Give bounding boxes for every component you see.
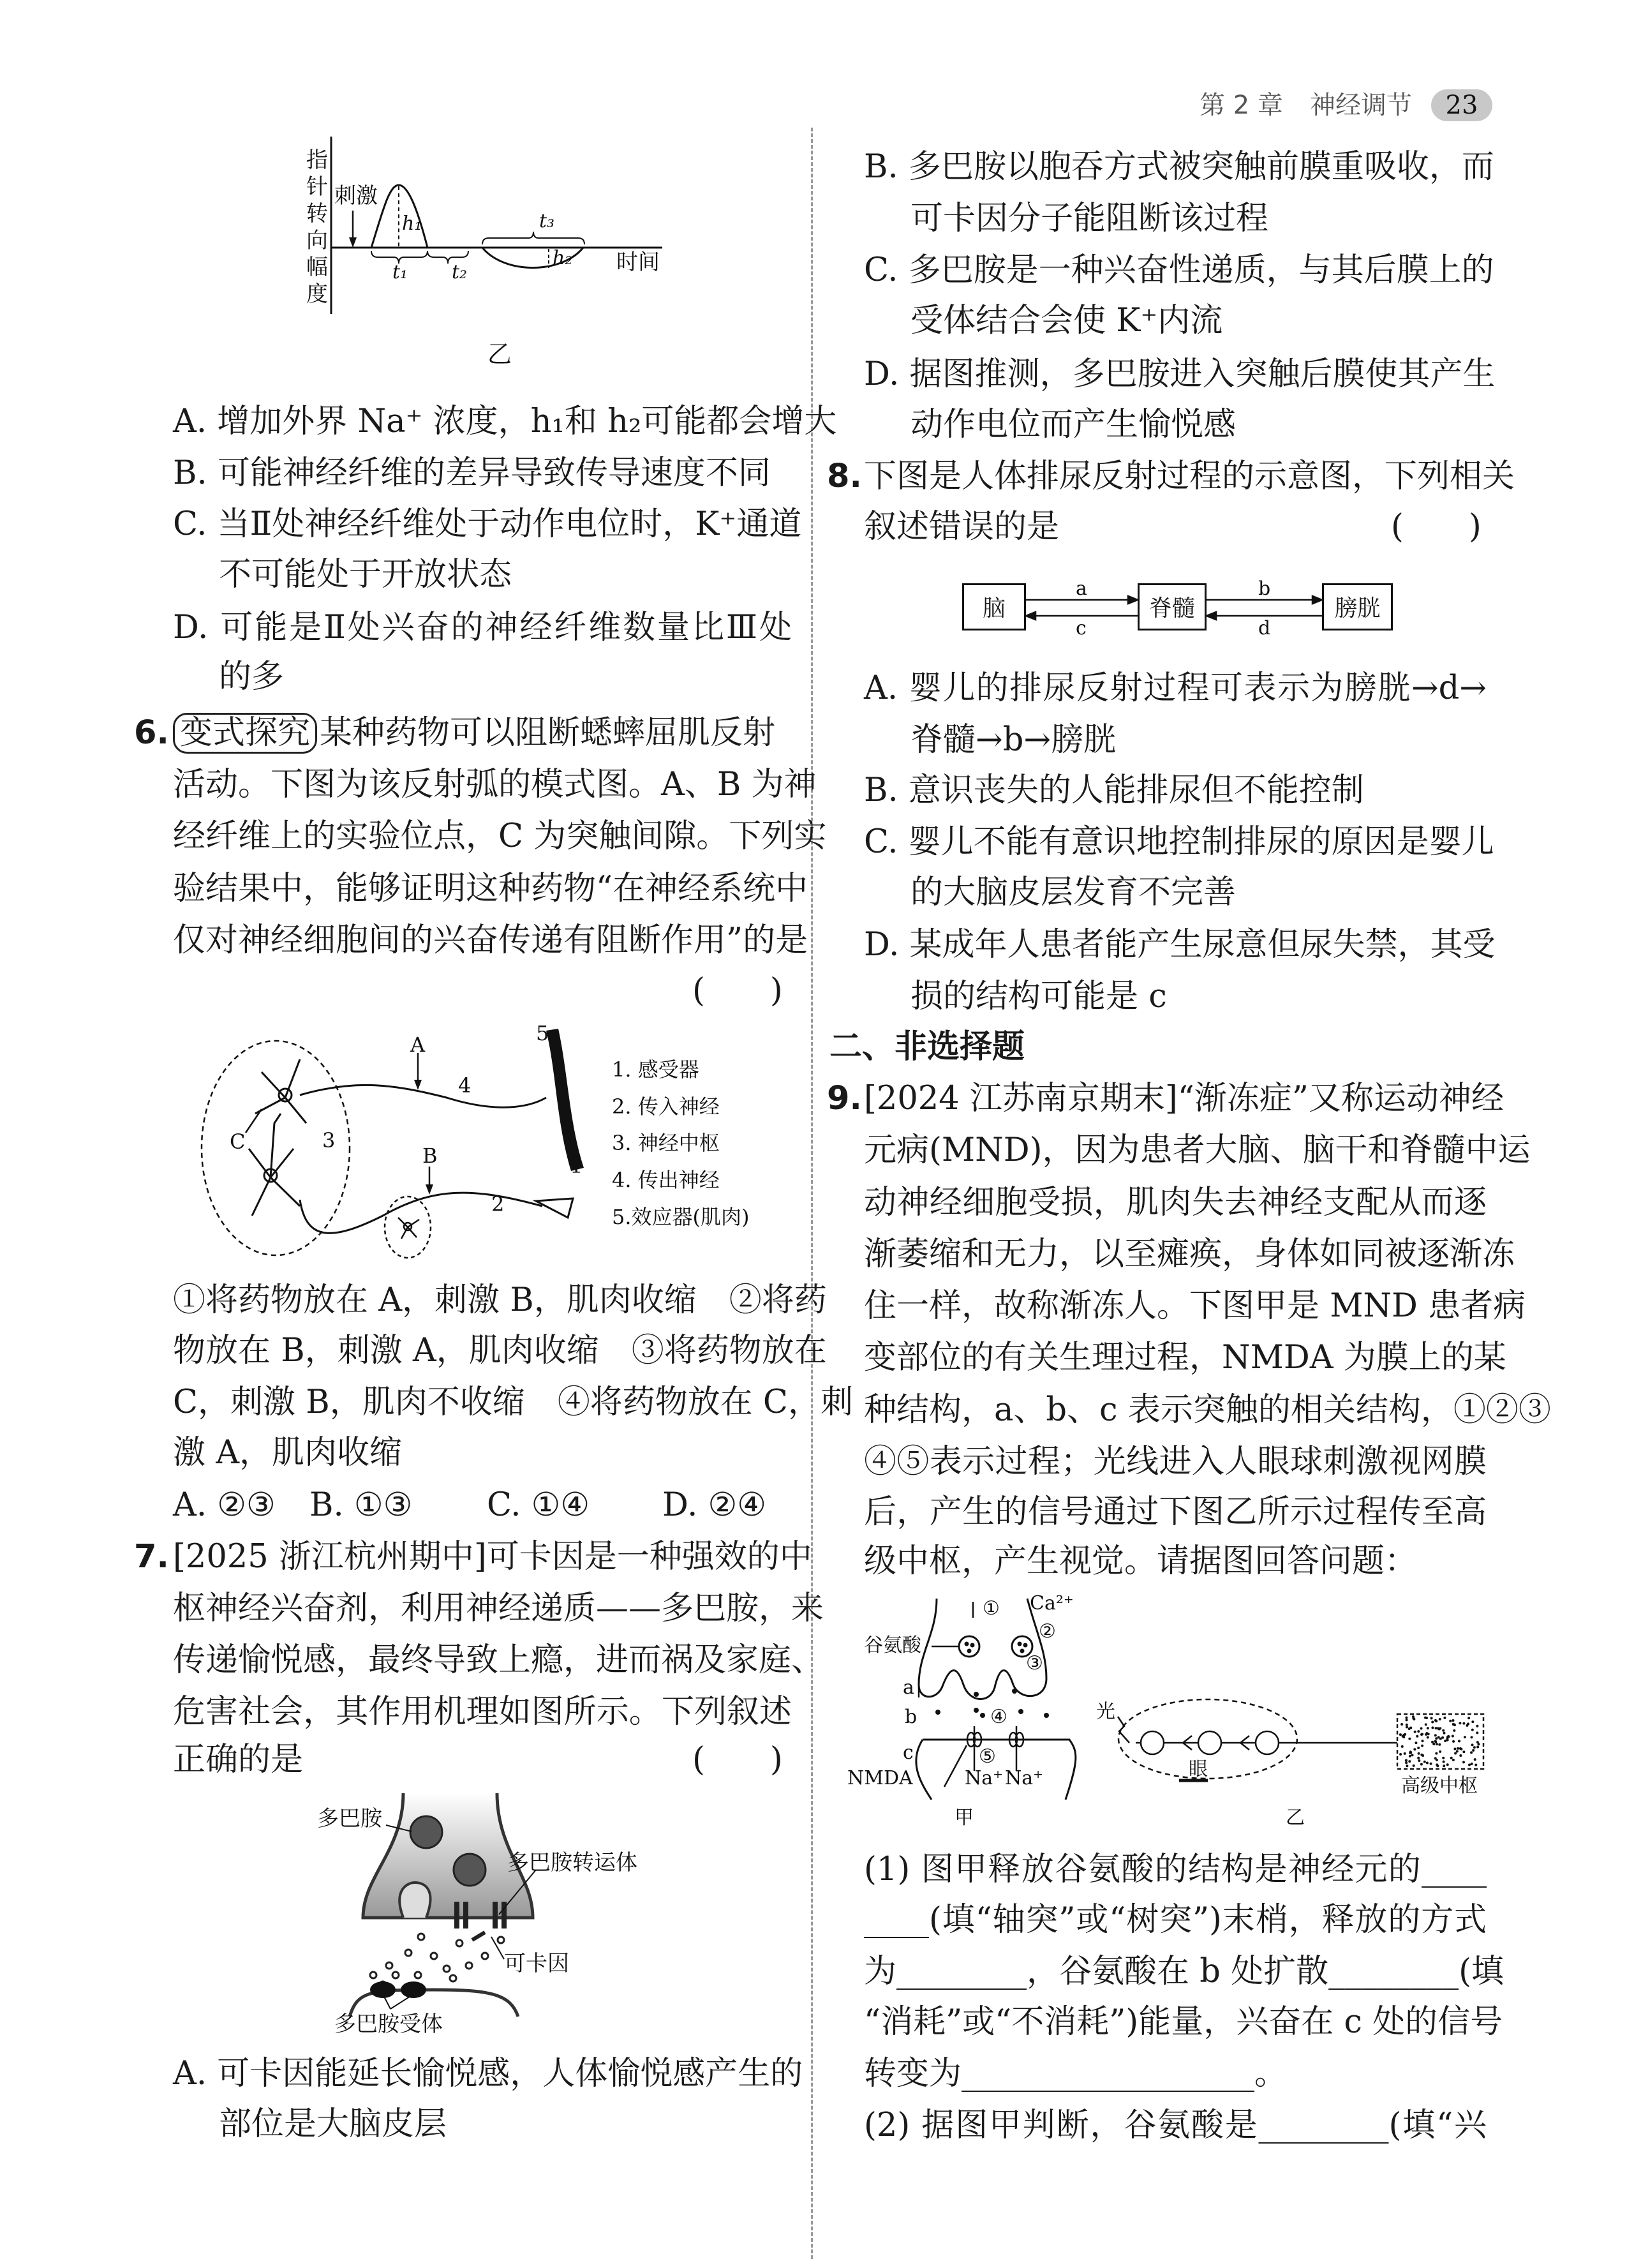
label-2: 2	[491, 1192, 505, 1216]
stipple-dot	[1452, 1735, 1454, 1738]
stipple-dot	[1444, 1740, 1446, 1742]
structure-c-label: c	[903, 1742, 914, 1764]
answer-bracket[interactable]: ( )	[1391, 508, 1482, 546]
sodium-label: Na⁺	[1005, 1767, 1043, 1789]
stipple-dot	[1434, 1719, 1437, 1722]
dopamine-label: 多巴胺	[317, 1806, 382, 1832]
stipple-dot	[1475, 1764, 1477, 1766]
q6-statement: 激 A，肌肉收缩	[173, 1434, 403, 1472]
q9-line: [2024 江苏南京期末]“渐冻症”又称运动神经	[864, 1080, 1504, 1117]
label-4: 4	[458, 1073, 472, 1098]
q8-option-d-cont: 损的结构可能是 c	[910, 978, 1167, 1015]
stipple-dot	[1422, 1740, 1424, 1742]
spinal-cord-box: 脊髓	[1138, 583, 1207, 630]
q6-line: 仅对神经细胞间的兴奋传递有阻断作用”的是	[173, 921, 808, 959]
legend-item: 1. 感受器	[612, 1057, 699, 1082]
h2-label: h₂	[553, 247, 573, 269]
stipple-dot	[1459, 1754, 1462, 1757]
stipple-dot	[1462, 1761, 1465, 1763]
q9-sub1: (1) 图甲释放谷氨酸的结构是神经元的____	[864, 1851, 1487, 1888]
stipple-dot	[1411, 1754, 1414, 1756]
t2-label: t₂	[452, 261, 468, 283]
q6-text: 某种药物可以阻断蟋蟀屈肌反射	[320, 714, 776, 752]
stipple-dot	[1442, 1757, 1445, 1759]
q9-sub2: (2) 据图甲判断，谷氨酸是________(填“兴	[864, 2107, 1487, 2144]
retina-neuron	[1141, 1731, 1164, 1754]
stipple-dot	[1399, 1733, 1402, 1736]
stipple-dot	[1417, 1747, 1420, 1749]
t3-label: t₃	[539, 210, 555, 232]
stipple-dot	[1476, 1725, 1478, 1727]
stipple-dot	[1401, 1735, 1404, 1737]
stipple-dot	[1414, 1731, 1416, 1733]
stipple-dot	[1431, 1726, 1434, 1729]
receptor-label: 多巴胺受体	[334, 2011, 443, 2037]
cocaine-label: 可卡因	[504, 1951, 569, 1976]
stipple-dot	[1435, 1737, 1438, 1740]
stipple-dot	[1452, 1759, 1455, 1761]
path-a-label: a	[1076, 578, 1087, 600]
stipple-dot	[1471, 1736, 1473, 1738]
q7-option-d-cont: 动作电位而产生愉悦感	[910, 406, 1237, 444]
stipple-dot	[1420, 1754, 1423, 1756]
stipple-dot	[1476, 1731, 1478, 1734]
q9-line: 住一样，故称渐冻人。下图甲是 MND 患者病	[864, 1287, 1526, 1325]
figure-caption-yi: 乙	[1286, 1807, 1305, 1829]
process-3-label: ③	[1026, 1652, 1043, 1675]
stipple-dot	[1453, 1747, 1456, 1750]
stipple-dot	[1421, 1745, 1423, 1747]
bladder-box: 膀胱	[1322, 583, 1393, 630]
stipple-dot	[1449, 1720, 1452, 1722]
label-5: 5	[536, 1021, 549, 1045]
variant-badge: 变式探究	[173, 713, 317, 754]
stipple-dot	[1439, 1718, 1441, 1720]
stipple-dot	[1443, 1732, 1445, 1735]
q7-number: 7.	[134, 1538, 169, 1576]
stipple-dot	[1405, 1717, 1408, 1719]
stipple-dot	[1473, 1746, 1476, 1749]
q8-line: 叙述错误的是	[864, 508, 1060, 546]
stipple-dot	[1409, 1750, 1412, 1753]
stipple-dot	[1439, 1750, 1441, 1753]
process-4-label: ④	[990, 1706, 1007, 1728]
q9-sub1: ____(填“轴突”或“树突”)末梢，释放的方式	[864, 1901, 1487, 1939]
q9-line: 渐萎缩和无力，以至瘫痪，身体如同被逐渐冻	[864, 1235, 1515, 1273]
stipple-dot	[1442, 1729, 1445, 1732]
stipple-dot	[1459, 1747, 1462, 1750]
q6-option-a[interactable]: A. ②③	[173, 1486, 276, 1524]
q5-option-a: A. 增加外界 Na⁺ 浓度，h₁和 h₂可能都会增大	[173, 403, 837, 440]
transporter-label: 多巴胺转运体	[507, 1850, 637, 1876]
stipple-dot	[1412, 1715, 1415, 1718]
legend-item: 3. 神经中枢	[612, 1131, 720, 1155]
q7-line: 危害社会，其作用机理如图所示。下列叙述	[173, 1693, 792, 1731]
stipple-dot	[1471, 1720, 1474, 1723]
q8-number: 8.	[827, 458, 862, 495]
q6-statement: ①将药物放在 A，刺激 B，肌肉收缩 ②将药	[173, 1281, 827, 1319]
q5-option-c: C. 当Ⅱ处神经纤维处于动作电位时，K⁺通道	[173, 505, 802, 543]
q7-option-d: D. 据图推测，多巴胺进入突触后膜使其产生	[864, 355, 1496, 393]
stipple-dot	[1406, 1724, 1408, 1726]
stipple-dot	[1423, 1761, 1426, 1763]
stipple-dot	[1430, 1763, 1432, 1765]
stipple-dot	[1413, 1748, 1416, 1750]
stipple-dot	[1474, 1758, 1476, 1761]
stipple-dot	[1467, 1717, 1470, 1719]
q7-line: 枢神经兴奋剂，利用神经递质——多巴胺，来	[173, 1590, 824, 1627]
q7-option-a: A. 可卡因能延长愉悦感，人体愉悦感产生的	[173, 2055, 803, 2093]
q8-option-c-cont: 的大脑皮层发育不完善	[910, 874, 1237, 911]
legend-item: 4. 传出神经	[612, 1168, 720, 1192]
point-c-label: C	[230, 1130, 246, 1154]
stipple-dot	[1416, 1735, 1418, 1738]
stipple-dot	[1430, 1717, 1433, 1719]
stipple-dot	[1453, 1729, 1455, 1732]
q6-statement: C，刺激 B，肌肉不收缩 ④将药物放在 C，刺	[173, 1384, 853, 1421]
visual-center-label: 高级中枢	[1401, 1775, 1478, 1797]
stipple-dot	[1400, 1723, 1403, 1726]
figure-caption-yi: 乙	[487, 340, 512, 368]
path-b-label: b	[1258, 578, 1271, 600]
stipple-dot	[1447, 1735, 1450, 1738]
path-c-label: c	[1076, 617, 1087, 639]
q6-option-c[interactable]: C. ①④	[487, 1486, 590, 1524]
legend-item: 2. 传入神经	[612, 1094, 720, 1119]
stipple-dot	[1425, 1717, 1428, 1719]
stipple-dot	[1435, 1752, 1438, 1755]
stipple-dot	[1417, 1730, 1420, 1733]
q9-line: 元病(MND)，因为患者大脑、脑干和脊髓中运	[864, 1131, 1531, 1169]
q9-number: 9.	[827, 1080, 862, 1117]
stipple-dot	[1471, 1763, 1473, 1765]
stipple-dot	[1406, 1764, 1408, 1767]
ylabel-char: 幅	[306, 255, 328, 280]
q7-option-b-cont: 可卡因分子能阻断该过程	[910, 200, 1269, 237]
stipple-dot	[1454, 1752, 1457, 1755]
stipple-dot	[1427, 1736, 1429, 1739]
light-ray	[1118, 1717, 1129, 1743]
stipple-dot	[1404, 1752, 1406, 1755]
ylabel-char: 针	[306, 174, 328, 200]
stipple-dot	[1443, 1764, 1445, 1767]
stipple-dot	[1406, 1719, 1408, 1721]
q9-sub1: “消耗”或“不消耗”)能量，兴奋在 c 处的信号	[864, 2003, 1503, 2041]
vesicle	[959, 1636, 979, 1657]
structure-b-label: b	[905, 1706, 918, 1728]
stipple-dot	[1471, 1729, 1474, 1731]
stipple-dot	[1418, 1759, 1420, 1762]
stipple-dot	[1466, 1724, 1468, 1727]
q5-option-d: D. 可能是Ⅱ处兴奋的神经纤维数量比Ⅲ处	[173, 609, 792, 646]
q5-option-b: B. 可能神经纤维的差异导致传导速度不同	[173, 454, 771, 492]
process-1-label: ①	[983, 1597, 1000, 1620]
q9-sub1: 为________，谷氨酸在 b 处扩散________(填	[864, 1953, 1504, 1990]
q7-option-c-cont: 受体结合会使 K⁺内流	[910, 302, 1223, 339]
q5-option-c-cont: 不可能处于开放状态	[219, 556, 512, 593]
label-1: 1	[570, 1154, 583, 1178]
q8-option-a-cont: 脊髓→b→膀胱	[910, 721, 1117, 759]
q9-line: 后，产生的信号通过下图乙所示过程传至高	[864, 1493, 1487, 1531]
glutamate-label: 谷氨酸	[864, 1634, 921, 1657]
stipple-dot	[1415, 1742, 1417, 1744]
process-5-label: ⑤	[979, 1745, 996, 1768]
stipple-dot	[1420, 1727, 1423, 1729]
q9-line: 种结构，a、b、c 表示突触的相关结构，①②③	[864, 1391, 1551, 1429]
stipple-dot	[1468, 1764, 1471, 1766]
stipple-dot	[1436, 1764, 1439, 1767]
time-label: 时间	[616, 250, 660, 275]
q7-option-a-cont: 部位是大脑皮层	[219, 2105, 447, 2143]
stipple-dot	[1425, 1723, 1427, 1726]
q6-number: 6.	[134, 714, 169, 752]
stipple-dot	[1425, 1732, 1428, 1735]
stipple-dot	[1420, 1763, 1423, 1766]
stipple-dot	[1446, 1763, 1449, 1766]
stipple-dot	[1456, 1750, 1459, 1752]
page-number: 23	[1431, 89, 1492, 121]
stipple-dot	[1443, 1761, 1445, 1763]
q9-line: ④⑤表示过程；光线进入人眼球刺激视网膜	[864, 1443, 1487, 1481]
section-heading: 二、非选择题	[829, 1028, 1025, 1066]
q7-line: 正确的是	[173, 1741, 304, 1779]
ylabel-char: 向	[306, 228, 328, 253]
q5-option-d-cont: 的多	[219, 658, 285, 696]
q8-option-c: C. 婴儿不能有意识地控制排尿的原因是婴儿	[864, 823, 1494, 861]
stipple-dot	[1418, 1752, 1420, 1755]
answer-bracket[interactable]: ( )	[692, 1741, 783, 1779]
q7-line: 传递愉悦感，最终导致上瘾，进而祸及家庭、	[173, 1641, 824, 1679]
stipple-dot	[1458, 1740, 1460, 1742]
stipple-dot	[1438, 1743, 1441, 1746]
stipple-dot	[1438, 1728, 1441, 1731]
retina-neuron	[1256, 1731, 1279, 1754]
stipple-dot	[1413, 1764, 1415, 1767]
stipple-dot	[1409, 1755, 1411, 1757]
legend-item: 5.效应器(肌肉)	[612, 1205, 750, 1229]
stipple-dot	[1409, 1726, 1412, 1729]
ylabel-char: 指	[306, 147, 328, 173]
stipple-dot	[1439, 1738, 1442, 1740]
path-d-label: d	[1258, 617, 1271, 639]
sodium-label: Na⁺	[965, 1767, 1003, 1789]
q6-line: 验结果中，能够证明这种药物“在神经系统中	[173, 870, 808, 907]
q8-option-a: A. 婴儿的排尿反射过程可表示为膀胱→d→	[864, 669, 1487, 707]
q8-line: 下图是人体排尿反射过程的示意图，下列相关	[864, 458, 1515, 495]
stipple-dot	[1471, 1743, 1474, 1746]
figure-caption-jia: 甲	[955, 1807, 974, 1829]
ylabel-char: 转	[306, 201, 328, 227]
light-label: 光	[1096, 1701, 1115, 1723]
q6-line: 经纤维上的实验位点，C 为突触间隙。下列实	[173, 817, 827, 855]
point-a-label: A	[410, 1033, 426, 1057]
stipple-dot	[1405, 1761, 1408, 1764]
stipple-dot	[1462, 1722, 1465, 1725]
stipple-dot	[1434, 1734, 1437, 1736]
chapter-title: 神经调节	[1310, 91, 1412, 120]
stipple-dot	[1443, 1717, 1446, 1719]
stipple-dot	[1405, 1759, 1408, 1762]
nmda-label: NMDA	[847, 1767, 913, 1789]
q7-line: [2025 浙江杭州期中]可卡因是一种强效的中	[173, 1538, 812, 1576]
stipple-dot	[1470, 1751, 1473, 1754]
answer-bracket[interactable]: ( )	[692, 972, 783, 1010]
process-2-label: ②	[1039, 1620, 1056, 1643]
t1-label: t₁	[392, 261, 408, 283]
stipple-dot	[1452, 1719, 1454, 1722]
stipple-dot	[1408, 1738, 1411, 1740]
stipple-dot	[1421, 1733, 1423, 1736]
stipple-dot	[1452, 1740, 1455, 1743]
stipple-dot	[1459, 1722, 1461, 1724]
stimulus-label: 刺激	[334, 183, 378, 209]
stipple-dot	[1453, 1724, 1456, 1726]
stipple-dot	[1476, 1746, 1479, 1749]
stipple-dot	[1472, 1749, 1475, 1752]
q8-option-b: B. 意识丧失的人能排尿但不能控制	[864, 772, 1364, 809]
structure-a-label: a	[903, 1676, 914, 1699]
chapter-label: 第 2 章	[1200, 91, 1283, 120]
stipple-dot	[1406, 1726, 1408, 1728]
stipple-dot	[1464, 1736, 1466, 1738]
q6-option-d[interactable]: D. ②④	[662, 1486, 766, 1524]
q7-option-c: C. 多巴胺是一种兴奋性递质，与其后膜上的	[864, 251, 1494, 289]
stipple-dot	[1446, 1739, 1449, 1742]
label-3: 3	[322, 1128, 336, 1153]
stipple-dot	[1436, 1759, 1438, 1761]
ylabel-char: 度	[306, 281, 328, 307]
stipple-dot	[1476, 1741, 1479, 1743]
stipple-dot	[1434, 1740, 1437, 1743]
point-b-label: B	[422, 1144, 438, 1168]
stipple-dot	[1450, 1757, 1453, 1759]
q9-line: 变部位的有关生理过程，NMDA 为膜上的某	[864, 1339, 1506, 1376]
q8-option-d: D. 某成年人患者能产生尿意但尿失禁，其受	[864, 926, 1496, 964]
q6-option-b[interactable]: B. ①③	[309, 1486, 413, 1524]
stipple-dot	[1399, 1753, 1402, 1756]
q6-statement: 物放在 B，刺激 A，肌肉收缩 ③将药物放在	[173, 1332, 827, 1369]
eye-label: 眼	[1189, 1758, 1208, 1780]
q6-line: 活动。下图为该反射弧的模式图。A、B 为神	[173, 766, 817, 803]
calcium-label: Ca²⁺	[1030, 1592, 1074, 1615]
stipple-dot	[1431, 1741, 1434, 1743]
q9-sub1: 转变为__________________。	[864, 2055, 1288, 2093]
stipple-dot	[1431, 1721, 1434, 1724]
h1-label: h₁	[402, 213, 422, 235]
stipple-dot	[1426, 1762, 1429, 1764]
q9-line: 级中枢，产生视觉。请据图回答问题：	[864, 1542, 1418, 1580]
stipple-dot	[1462, 1750, 1465, 1753]
stipple-dot	[1457, 1747, 1459, 1750]
brain-box: 脑	[962, 583, 1026, 630]
q9-line: 动神经细胞受损，肌肉失去神经支配从而逐	[864, 1184, 1487, 1221]
stipple-dot	[1417, 1757, 1420, 1759]
stipple-dot	[1401, 1745, 1404, 1748]
stipple-dot	[1427, 1727, 1429, 1729]
q7-option-b: B. 多巴胺以胞吞方式被突触前膜重吸收，而	[864, 148, 1494, 186]
retina-neuron	[1198, 1731, 1221, 1754]
stipple-dot	[1436, 1743, 1438, 1745]
stipple-dot	[1408, 1760, 1411, 1763]
